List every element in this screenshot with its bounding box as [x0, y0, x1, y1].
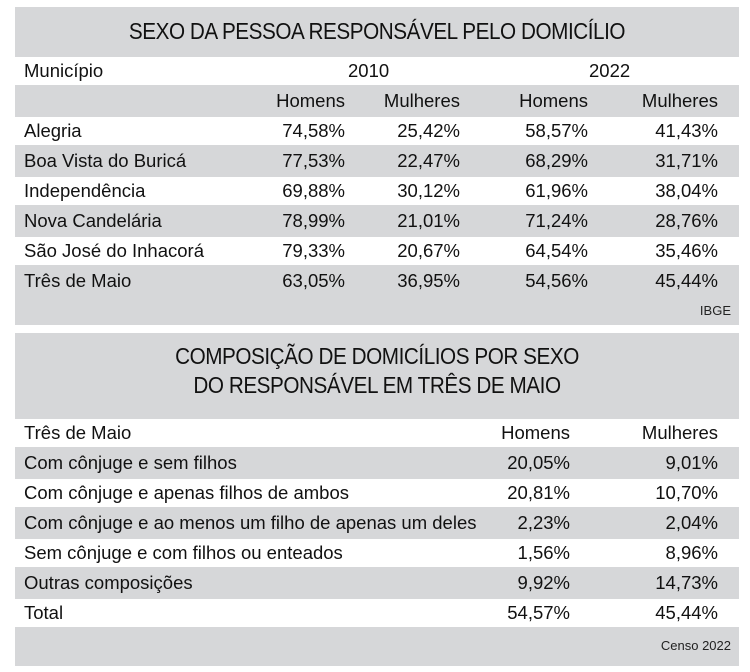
- table-row: [15, 599, 739, 627]
- percent-value: 64,54%: [525, 240, 588, 261]
- sub-header: Homens: [519, 90, 588, 111]
- composicao-name: Total: [24, 602, 64, 623]
- percent-value: 71,24%: [525, 210, 588, 231]
- homens-value: 54,57%: [507, 602, 570, 623]
- mulheres-value: 9,01%: [665, 452, 718, 473]
- municipio-name: Independência: [24, 180, 146, 201]
- table-row: [15, 509, 739, 537]
- header-mulheres: Mulheres: [641, 422, 718, 443]
- percent-value: 54,56%: [525, 270, 588, 291]
- table2-title-line2: DO RESPONSÁVEL EM TRÊS DE MAIO: [193, 372, 561, 398]
- municipio-name: Boa Vista do Buricá: [24, 150, 187, 171]
- percent-value: 30,12%: [397, 180, 460, 201]
- composicao-name: Sem cônjuge e com filhos ou enteados: [24, 542, 343, 563]
- header-2022: 2022: [589, 60, 631, 81]
- header-tres-de-maio: Três de Maio: [24, 422, 132, 443]
- table2-title-line1: COMPOSIÇÃO DE DOMICÍLIOS POR SEXO: [175, 343, 579, 369]
- table-composicao-domicilios: [15, 333, 739, 666]
- composicao-name: Com cônjuge e apenas filhos de ambos: [24, 482, 349, 503]
- table-row: [15, 177, 739, 205]
- table-row: [15, 147, 739, 175]
- homens-value: 9,92%: [517, 572, 570, 593]
- mulheres-value: 45,44%: [655, 602, 718, 623]
- table2-header: [15, 419, 739, 447]
- homens-value: 20,81%: [507, 482, 570, 503]
- header-homens: Homens: [501, 422, 570, 443]
- percent-value: 35,46%: [655, 240, 718, 261]
- percent-value: 77,53%: [282, 150, 345, 171]
- municipio-name: Nova Candelária: [24, 210, 162, 231]
- table-sexo-responsavel: [15, 7, 739, 325]
- percent-value: 31,71%: [655, 150, 718, 171]
- percent-value: 69,88%: [282, 180, 345, 201]
- table-row: [15, 237, 739, 265]
- table1-source: IBGE: [699, 303, 731, 318]
- homens-value: 20,05%: [507, 452, 570, 473]
- percent-value: 41,43%: [655, 120, 718, 141]
- mulheres-value: 10,70%: [655, 482, 718, 503]
- mulheres-value: 8,96%: [665, 542, 718, 563]
- composicao-name: Outras composições: [24, 572, 193, 593]
- percent-value: 21,01%: [397, 210, 460, 231]
- municipio-name: Três de Maio: [24, 270, 132, 291]
- percent-value: 74,58%: [282, 120, 345, 141]
- table-row: [15, 449, 739, 477]
- percent-value: 25,42%: [397, 120, 460, 141]
- table-row: [15, 117, 739, 145]
- percent-value: 68,29%: [525, 150, 588, 171]
- composicao-name: Com cônjuge e ao menos um filho de apenas um deles: [24, 512, 477, 533]
- table-row: [15, 267, 739, 295]
- table1-header-sexo: [15, 87, 739, 115]
- sub-header: Mulheres: [641, 90, 718, 111]
- table-row: [15, 569, 739, 597]
- table1-title: SEXO DA PESSOA RESPONSÁVEL PELO DOMICÍLIO: [128, 18, 626, 44]
- mulheres-value: 14,73%: [655, 572, 718, 593]
- mulheres-value: 2,04%: [665, 512, 718, 533]
- homens-value: 1,56%: [517, 542, 570, 563]
- percent-value: 45,44%: [655, 270, 718, 291]
- table-row: [15, 539, 739, 567]
- percent-value: 38,04%: [655, 180, 718, 201]
- header-municipio: Município: [24, 60, 104, 81]
- percent-value: 79,33%: [282, 240, 345, 261]
- table-row: [15, 207, 739, 235]
- percent-value: 28,76%: [655, 210, 718, 231]
- percent-value: 20,67%: [397, 240, 460, 261]
- table-row: [15, 479, 739, 507]
- municipio-name: Alegria: [24, 120, 82, 141]
- table2-source: Censo 2022: [660, 638, 731, 653]
- percent-value: 78,99%: [282, 210, 345, 231]
- percent-value: 63,05%: [282, 270, 345, 291]
- homens-value: 2,23%: [517, 512, 570, 533]
- municipio-name: São José do Inhacorá: [24, 240, 204, 261]
- percent-value: 61,96%: [525, 180, 588, 201]
- sub-header: Mulheres: [383, 90, 460, 111]
- sub-header: Homens: [276, 90, 345, 111]
- table1-header-years: [15, 57, 739, 85]
- header-2010: 2010: [348, 60, 390, 81]
- percent-value: 58,57%: [525, 120, 588, 141]
- percent-value: 36,95%: [397, 270, 460, 291]
- composicao-name: Com cônjuge e sem filhos: [24, 452, 237, 473]
- percent-value: 22,47%: [397, 150, 460, 171]
